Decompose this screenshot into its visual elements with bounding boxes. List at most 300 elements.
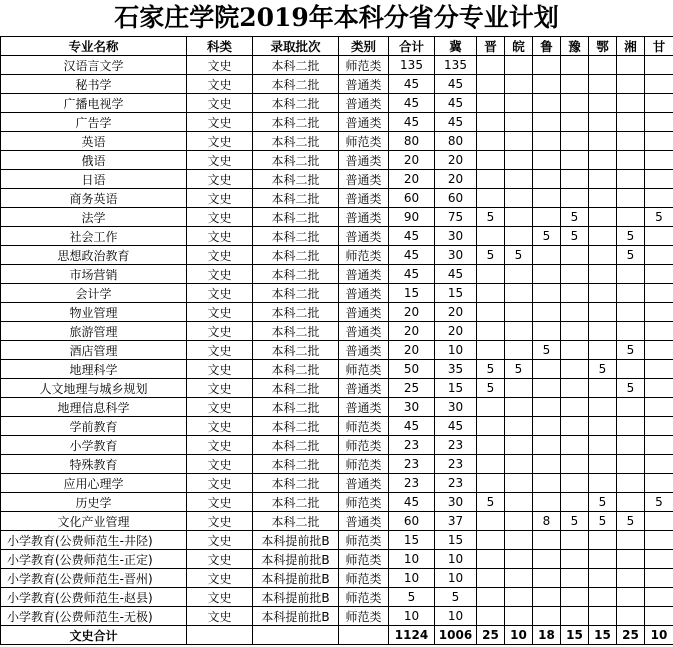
cell-major: 市场营销 [1,265,187,284]
cell-major: 应用心理学 [1,474,187,493]
cell-hunan [617,569,645,588]
cell-category: 普通类 [339,170,389,189]
cell-category: 普通类 [339,379,389,398]
total-cell-hebei: 1006 [435,626,477,645]
cell-gansu [645,607,673,626]
cell-hunan [617,170,645,189]
cell-shanxi [477,56,505,75]
cell-anhui [505,113,533,132]
cell-shandong [533,265,561,284]
cell-anhui [505,284,533,303]
cell-total: 20 [389,322,435,341]
cell-major: 会计学 [1,284,187,303]
cell-total: 45 [389,246,435,265]
cell-shandong [533,569,561,588]
cell-hunan [617,588,645,607]
cell-hebei: 20 [435,303,477,322]
cell-henan [561,170,589,189]
cell-hebei: 75 [435,208,477,227]
cell-subject: 文史 [187,493,253,512]
cell-anhui [505,170,533,189]
cell-gansu [645,284,673,303]
cell-hubei [589,550,617,569]
cell-anhui [505,132,533,151]
cell-batch: 本科二批 [253,341,339,360]
cell-hubei [589,246,617,265]
cell-shanxi [477,607,505,626]
table-row [1,512,673,531]
cell-hebei: 37 [435,512,477,531]
cell-category: 普通类 [339,75,389,94]
cell-major: 人文地理与城乡规划 [1,379,187,398]
cell-henan [561,493,589,512]
cell-henan [561,436,589,455]
cell-subject: 文史 [187,569,253,588]
cell-shandong [533,417,561,436]
cell-hubei [589,379,617,398]
table-row [1,360,673,379]
cell-shandong [533,531,561,550]
cell-hunan [617,56,645,75]
header-row [1,37,673,56]
header-total: 合计 [389,37,435,56]
cell-anhui [505,588,533,607]
cell-shanxi [477,341,505,360]
table-row [1,417,673,436]
cell-category: 普通类 [339,265,389,284]
total-cell-hubei: 15 [589,626,617,645]
cell-subject: 文史 [187,341,253,360]
header-shandong: 鲁 [533,37,561,56]
cell-hubei [589,455,617,474]
cell-hubei [589,170,617,189]
cell-hunan [617,607,645,626]
cell-subject: 文史 [187,379,253,398]
cell-shanxi [477,512,505,531]
total-cell-hunan: 25 [617,626,645,645]
cell-gansu [645,588,673,607]
cell-subject: 文史 [187,550,253,569]
table-row [1,341,673,360]
cell-gansu [645,569,673,588]
cell-hunan [617,113,645,132]
cell-major: 地理科学 [1,360,187,379]
table-row [1,455,673,474]
table-row [1,379,673,398]
cell-major: 广播电视学 [1,94,187,113]
cell-batch: 本科二批 [253,75,339,94]
cell-major: 商务英语 [1,189,187,208]
table-row [1,398,673,417]
cell-hubei [589,436,617,455]
cell-subject: 文史 [187,265,253,284]
table-row [1,474,673,493]
cell-shandong: 8 [533,512,561,531]
cell-hubei [589,75,617,94]
table-row [1,569,673,588]
cell-gansu [645,94,673,113]
cell-category: 师范类 [339,360,389,379]
cell-shanxi: 5 [477,360,505,379]
cell-total: 20 [389,151,435,170]
cell-shandong [533,208,561,227]
cell-hubei [589,151,617,170]
cell-category: 师范类 [339,493,389,512]
cell-gansu [645,75,673,94]
cell-shandong: 5 [533,341,561,360]
cell-shandong [533,398,561,417]
total-row [1,626,673,645]
cell-shanxi [477,398,505,417]
cell-batch: 本科提前批B [253,569,339,588]
cell-henan [561,94,589,113]
cell-hebei: 5 [435,588,477,607]
cell-subject: 文史 [187,246,253,265]
cell-subject: 文史 [187,170,253,189]
cell-hebei: 10 [435,607,477,626]
cell-major: 小学教育(公费师范生-赵县) [1,588,187,607]
cell-subject: 文史 [187,322,253,341]
cell-henan [561,113,589,132]
cell-batch: 本科二批 [253,208,339,227]
cell-hunan [617,493,645,512]
cell-hebei: 15 [435,284,477,303]
cell-shandong [533,455,561,474]
cell-batch: 本科二批 [253,151,339,170]
cell-anhui [505,208,533,227]
cell-subject: 文史 [187,398,253,417]
cell-hubei [589,303,617,322]
cell-batch: 本科二批 [253,379,339,398]
header-subject: 科类 [187,37,253,56]
cell-hubei: 5 [589,512,617,531]
table-row [1,113,673,132]
table-row [1,531,673,550]
cell-hubei [589,227,617,246]
cell-henan [561,284,589,303]
cell-hebei: 20 [435,322,477,341]
cell-total: 60 [389,189,435,208]
cell-batch: 本科提前批B [253,531,339,550]
cell-henan [561,379,589,398]
cell-total: 10 [389,550,435,569]
table-row [1,94,673,113]
cell-major: 小学教育(公费师范生-正定) [1,550,187,569]
cell-hunan [617,322,645,341]
cell-total: 23 [389,455,435,474]
cell-category: 师范类 [339,417,389,436]
cell-henan [561,531,589,550]
table-row [1,208,673,227]
cell-hunan [617,436,645,455]
cell-gansu [645,341,673,360]
cell-gansu [645,360,673,379]
cell-henan [561,588,589,607]
cell-hunan [617,455,645,474]
cell-shanxi [477,455,505,474]
cell-total: 15 [389,284,435,303]
table-row [1,322,673,341]
cell-batch: 本科二批 [253,170,339,189]
cell-anhui [505,474,533,493]
total-cell-major: 文史合计 [1,626,187,645]
table-row [1,284,673,303]
cell-hunan [617,189,645,208]
cell-gansu [645,303,673,322]
cell-category: 普通类 [339,284,389,303]
table-row [1,550,673,569]
cell-gansu [645,227,673,246]
cell-hubei [589,474,617,493]
cell-hubei [589,132,617,151]
cell-major: 小学教育(公费师范生-无极) [1,607,187,626]
cell-category: 师范类 [339,246,389,265]
cell-category: 普通类 [339,151,389,170]
cell-total: 30 [389,398,435,417]
cell-batch: 本科二批 [253,417,339,436]
cell-category: 普通类 [339,227,389,246]
cell-anhui [505,550,533,569]
cell-anhui [505,56,533,75]
total-cell-shanxi: 25 [477,626,505,645]
cell-gansu [645,170,673,189]
cell-shanxi [477,227,505,246]
cell-shandong [533,607,561,626]
cell-hunan [617,550,645,569]
cell-hunan: 5 [617,379,645,398]
header-hunan: 湘 [617,37,645,56]
total-cell-subject [187,626,253,645]
cell-category: 师范类 [339,132,389,151]
cell-shandong [533,474,561,493]
cell-anhui [505,227,533,246]
cell-shandong [533,113,561,132]
cell-anhui [505,512,533,531]
cell-major: 日语 [1,170,187,189]
cell-subject: 文史 [187,56,253,75]
cell-hunan [617,208,645,227]
cell-anhui [505,493,533,512]
cell-total: 60 [389,512,435,531]
cell-total: 45 [389,94,435,113]
cell-hubei [589,208,617,227]
cell-subject: 文史 [187,94,253,113]
cell-gansu [645,379,673,398]
table-row [1,56,673,75]
cell-major: 法学 [1,208,187,227]
header-batch: 录取批次 [253,37,339,56]
total-cell-shandong: 18 [533,626,561,645]
cell-shanxi [477,189,505,208]
cell-total: 20 [389,303,435,322]
cell-shandong [533,75,561,94]
cell-hubei [589,265,617,284]
cell-henan [561,455,589,474]
cell-shandong [533,436,561,455]
cell-gansu [645,550,673,569]
cell-shanxi [477,303,505,322]
cell-hebei: 23 [435,455,477,474]
cell-category: 普通类 [339,341,389,360]
cell-anhui [505,303,533,322]
cell-gansu: 5 [645,208,673,227]
cell-subject: 文史 [187,303,253,322]
table-row [1,607,673,626]
page-title: 石家庄学院2019年本科分省分专业计划 [114,3,559,32]
cell-shanxi: 5 [477,246,505,265]
cell-gansu [645,512,673,531]
cell-henan [561,303,589,322]
table-row [1,151,673,170]
cell-major: 酒店管理 [1,341,187,360]
header-henan: 豫 [561,37,589,56]
cell-total: 23 [389,436,435,455]
cell-hunan [617,151,645,170]
cell-shanxi [477,569,505,588]
cell-shanxi [477,474,505,493]
cell-batch: 本科二批 [253,398,339,417]
cell-subject: 文史 [187,113,253,132]
cell-batch: 本科二批 [253,132,339,151]
cell-hebei: 23 [435,436,477,455]
cell-total: 45 [389,113,435,132]
cell-total: 45 [389,227,435,246]
cell-hubei [589,341,617,360]
cell-major: 秘书学 [1,75,187,94]
cell-batch: 本科二批 [253,246,339,265]
cell-henan [561,151,589,170]
cell-gansu [645,531,673,550]
table-row [1,227,673,246]
cell-category: 普通类 [339,398,389,417]
cell-hubei [589,417,617,436]
cell-hebei: 45 [435,94,477,113]
cell-hunan: 5 [617,341,645,360]
total-cell-gansu: 10 [645,626,673,645]
cell-shandong [533,360,561,379]
cell-henan [561,360,589,379]
cell-anhui [505,531,533,550]
cell-gansu [645,474,673,493]
cell-category: 普通类 [339,512,389,531]
cell-category: 师范类 [339,607,389,626]
cell-batch: 本科二批 [253,455,339,474]
cell-shanxi: 5 [477,208,505,227]
header-major: 专业名称 [1,37,187,56]
cell-henan [561,132,589,151]
cell-gansu [645,417,673,436]
cell-shanxi [477,113,505,132]
cell-subject: 文史 [187,189,253,208]
cell-hebei: 10 [435,569,477,588]
cell-anhui [505,341,533,360]
cell-henan [561,246,589,265]
cell-anhui [505,94,533,113]
cell-major: 思想政治教育 [1,246,187,265]
cell-hebei: 10 [435,341,477,360]
cell-batch: 本科提前批B [253,607,339,626]
table-row [1,265,673,284]
cell-category: 师范类 [339,436,389,455]
cell-henan [561,56,589,75]
cell-shandong [533,379,561,398]
cell-shandong: 5 [533,227,561,246]
cell-subject: 文史 [187,436,253,455]
cell-major: 小学教育(公费师范生-晋州) [1,569,187,588]
cell-batch: 本科二批 [253,113,339,132]
cell-shanxi [477,436,505,455]
cell-category: 普通类 [339,474,389,493]
cell-hebei: 10 [435,550,477,569]
cell-total: 45 [389,493,435,512]
cell-gansu [645,398,673,417]
cell-shandong [533,493,561,512]
cell-subject: 文史 [187,227,253,246]
cell-shandong [533,303,561,322]
cell-major: 学前教育 [1,417,187,436]
cell-shanxi: 5 [477,493,505,512]
table-row [1,75,673,94]
cell-hebei: 45 [435,75,477,94]
cell-category: 师范类 [339,455,389,474]
cell-hebei: 30 [435,493,477,512]
cell-category: 师范类 [339,550,389,569]
cell-batch: 本科二批 [253,322,339,341]
cell-henan [561,341,589,360]
cell-hunan [617,94,645,113]
cell-henan [561,75,589,94]
cell-batch: 本科二批 [253,303,339,322]
cell-total: 90 [389,208,435,227]
cell-major: 俄语 [1,151,187,170]
cell-shanxi [477,265,505,284]
cell-shandong [533,550,561,569]
cell-batch: 本科二批 [253,512,339,531]
cell-hebei: 30 [435,246,477,265]
cell-shandong [533,56,561,75]
cell-hunan: 5 [617,246,645,265]
cell-hunan: 5 [617,227,645,246]
header-category: 类别 [339,37,389,56]
header-anhui: 皖 [505,37,533,56]
cell-batch: 本科二批 [253,56,339,75]
cell-category: 普通类 [339,189,389,208]
cell-shanxi [477,94,505,113]
cell-anhui: 5 [505,246,533,265]
cell-shandong [533,189,561,208]
cell-subject: 文史 [187,208,253,227]
cell-batch: 本科二批 [253,227,339,246]
cell-category: 普通类 [339,113,389,132]
cell-hubei: 5 [589,360,617,379]
cell-subject: 文史 [187,360,253,379]
cell-batch: 本科提前批B [253,550,339,569]
cell-hebei: 15 [435,531,477,550]
cell-subject: 文史 [187,417,253,436]
cell-major: 英语 [1,132,187,151]
cell-henan [561,322,589,341]
cell-anhui [505,189,533,208]
cell-hunan: 5 [617,512,645,531]
cell-subject: 文史 [187,75,253,94]
cell-hubei [589,113,617,132]
cell-subject: 文史 [187,607,253,626]
cell-hebei: 20 [435,151,477,170]
cell-hebei: 30 [435,227,477,246]
cell-batch: 本科二批 [253,265,339,284]
header-hubei: 鄂 [589,37,617,56]
cell-shanxi [477,588,505,607]
